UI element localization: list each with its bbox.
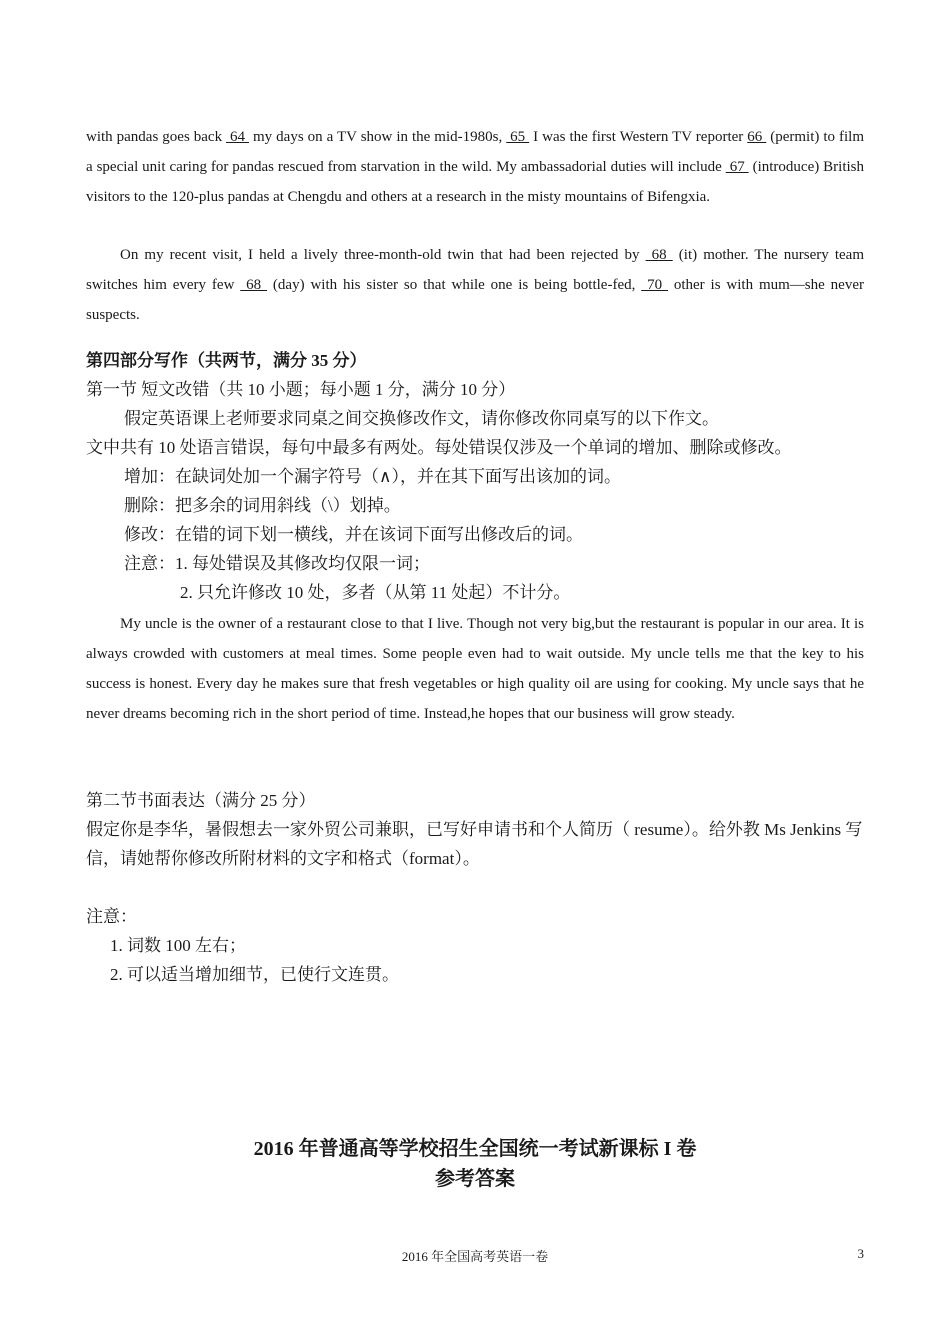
rule-add: 增加：在缺词处加一个漏字符号（∧），并在其下面写出该加的词。 (124, 467, 621, 486)
blank-68a: 68 (645, 247, 673, 263)
footer-title: 2016 年全国高考英语一卷 (401, 1249, 549, 1264)
blank-66: 66 (747, 129, 767, 145)
note-2: 2. 只允许修改 10 处，多者（从第 11 处起）不计分。 (180, 583, 571, 602)
part4-section (86, 346, 864, 607)
cloze-paragraph-1: with pandas goes back 64 my days on a TV show in the mid-1980s, 65 I was the first Western TV reporter 66 (permit) to film a special unit caring for pandas rescued from starvation in the wild. My ambassadorial duties will include 67 (introduce) British visitors to the 120-plus pandas at Chengdu and others at a research in the misty mountains of Bifengxia. (86, 129, 865, 205)
section2-title: 第二节书面表达（满分 25 分） (86, 791, 316, 810)
section2-note-1: 1. 词数 100 左右； (110, 936, 246, 955)
section2 (86, 786, 864, 989)
essay-text: My uncle is the owner of a restaurant close to that I live. Though not very big,but the restaurant is popular in our area. It is always crowded with customers at meal times. Some people even had to wait outside. My uncle tells me that the key to his success is honest. Every day he makes sure that fresh vegetables or high quality oil are using for cooking. My uncle says that he never dreams becoming rich in the short period of time. Instead,he hopes that our business will grow steady. (86, 616, 864, 722)
rule-delete: 删除：把多余的词用斜线（\）划掉。 (124, 496, 401, 515)
answer-subtitle: 参考答案 (435, 1168, 515, 1190)
section1-title: 第一节 短文改错（共 10 小题；每小题 1 分，满分 10 分） (86, 380, 516, 399)
answer-title: 2016 年普通高等学校招生全国统一考试新课标 I 卷 (253, 1138, 697, 1160)
rule-modify: 修改：在错的词下划一横线，并在该词下面写出修改后的词。 (124, 525, 583, 544)
blank-64: 64 (226, 129, 250, 145)
blank-67: 67 (725, 159, 749, 175)
answer-heading (86, 1134, 864, 1194)
section2-note-2: 2. 可以适当增加细节，已使行文连贯。 (110, 965, 399, 984)
blank-70: 70 (641, 277, 668, 293)
note-1: 注意：1. 每处错误及其修改均仅限一词； (124, 554, 430, 573)
cloze-paragraph-2: On my recent visit, I held a lively three-month-old twin that had been rejected by 68 (it) mother. The nursery team switches him every few 68 (day) with his sister so that while one is being bottle-fed, 70 other is with mum—she never suspects. (86, 247, 865, 323)
section2-note-label: 注意： (86, 907, 137, 926)
blank-65: 65 (506, 129, 530, 145)
blank-68b: 68 (240, 277, 268, 293)
section1-rule: 文中共有 10 处语言错误，每句中最多有两处。每处错误仅涉及一个单词的增加、删除或修改。 (86, 438, 792, 457)
part4-heading: 第四部分写作（共两节，满分 35 分） (86, 351, 367, 370)
section1-intro: 假定英语课上老师要求同桌之间交换修改作文，请你修改你同桌写的以下作文。 (124, 409, 719, 428)
page-number: 3 (857, 1246, 864, 1261)
section2-prompt: 假定你是李华，暑假想去一家外贸公司兼职，已写好申请书和个人简历（ resume）。给外教 Ms Jenkins 写信，请她帮你修改所附材料的文字和格式（format）。 (86, 820, 863, 868)
